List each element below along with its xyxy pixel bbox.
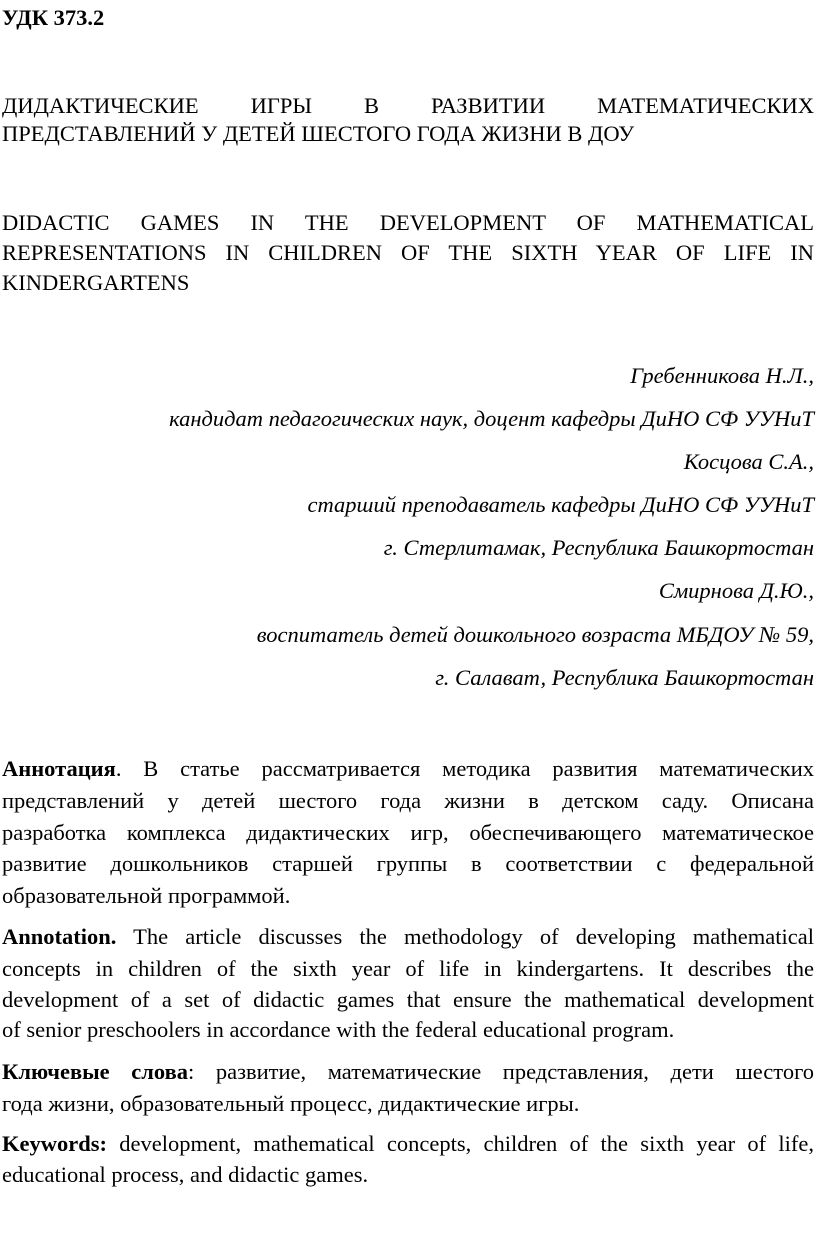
udk-code: УДК 373.2 bbox=[2, 5, 105, 30]
title-en-line-2: REPRESENTATIONS IN CHILDREN OF THE SIXTH YEAR OF LIFE IN bbox=[2, 240, 814, 265]
annotation-en-label: Annotation. bbox=[2, 924, 117, 949]
author-3-name: Смирнова Д.Ю., bbox=[658, 578, 814, 603]
title-en-line-1: DIDACTIC GAMES IN THE DEVELOPMENT OF MATHEMATICAL bbox=[2, 210, 814, 235]
author-2-name: Косцова С.А., bbox=[683, 449, 814, 474]
keywords-ru-label: Ключевые слова bbox=[2, 1059, 188, 1084]
title-en-line-3: KINDERGARTENS bbox=[2, 270, 190, 295]
author-3-city: г. Салават, Республика Башкортостан bbox=[435, 665, 814, 690]
annotation-ru-line-5: образовательной программой. bbox=[2, 883, 291, 908]
annotation-en-line-3: development of a set of didactic games that ensure the mathematical development bbox=[2, 987, 814, 1012]
title-ru-line-2: ПРЕДСТАВЛЕНИЙ У ДЕТЕЙ ШЕСТОГО ГОДА ЖИЗНИ В ДОУ bbox=[2, 121, 635, 146]
keywords-en-line-2: educational process, and didactic games. bbox=[2, 1162, 369, 1187]
author-1-name: Гребенникова Н.Л., bbox=[630, 363, 814, 388]
author-1-position: кандидат педагогических наук, доцент кафедры ДиНО СФ УУНиТ bbox=[169, 406, 814, 431]
author-2-position: старший преподаватель кафедры ДиНО СФ УУНиТ bbox=[307, 492, 814, 517]
keywords-en-label: Keywords: bbox=[2, 1131, 107, 1156]
author-3-position: воспитатель детей дошкольного возраста МБДОУ № 59, bbox=[256, 622, 814, 647]
keywords-ru-line-1: Ключевые слова: развитие, математические представления, дети шестого bbox=[2, 1059, 814, 1084]
annotation-ru-line-2: представлений у детей шестого года жизни в детском саду. Описана bbox=[2, 788, 814, 813]
annotation-ru-line-3: разработка комплекса дидактических игр, обеспечивающего математическое bbox=[2, 820, 814, 845]
author-2-city: г. Стерлитамак, Республика Башкортостан bbox=[383, 535, 814, 560]
title-ru-line-1: ДИДАКТИЧЕСКИЕ ИГРЫ В РАЗВИТИИ МАТЕМАТИЧЕСКИХ bbox=[2, 93, 814, 118]
keywords-en-line-1: Keywords: development, mathematical concepts, children of the sixth year of life, bbox=[2, 1131, 814, 1156]
keywords-ru-line-2: года жизни, образовательный процесс, дидактические игры. bbox=[2, 1091, 580, 1116]
annotation-ru-line-4: развитие дошкольников старшей группы в соответствии с федеральной bbox=[2, 851, 814, 876]
annotation-en-line-4: of senior preschoolers in accordance with the federal educational program. bbox=[2, 1017, 675, 1042]
annotation-en-line-1: Annotation. The article discusses the methodology of developing mathematical bbox=[2, 924, 814, 949]
annotation-en-line-2: concepts in children of the sixth year of life in kindergartens. It describes the bbox=[2, 956, 814, 981]
annotation-ru-line-1: Аннотация. В статье рассматривается методика развития математических bbox=[2, 756, 814, 781]
annotation-ru-label: Аннотация bbox=[2, 756, 116, 781]
